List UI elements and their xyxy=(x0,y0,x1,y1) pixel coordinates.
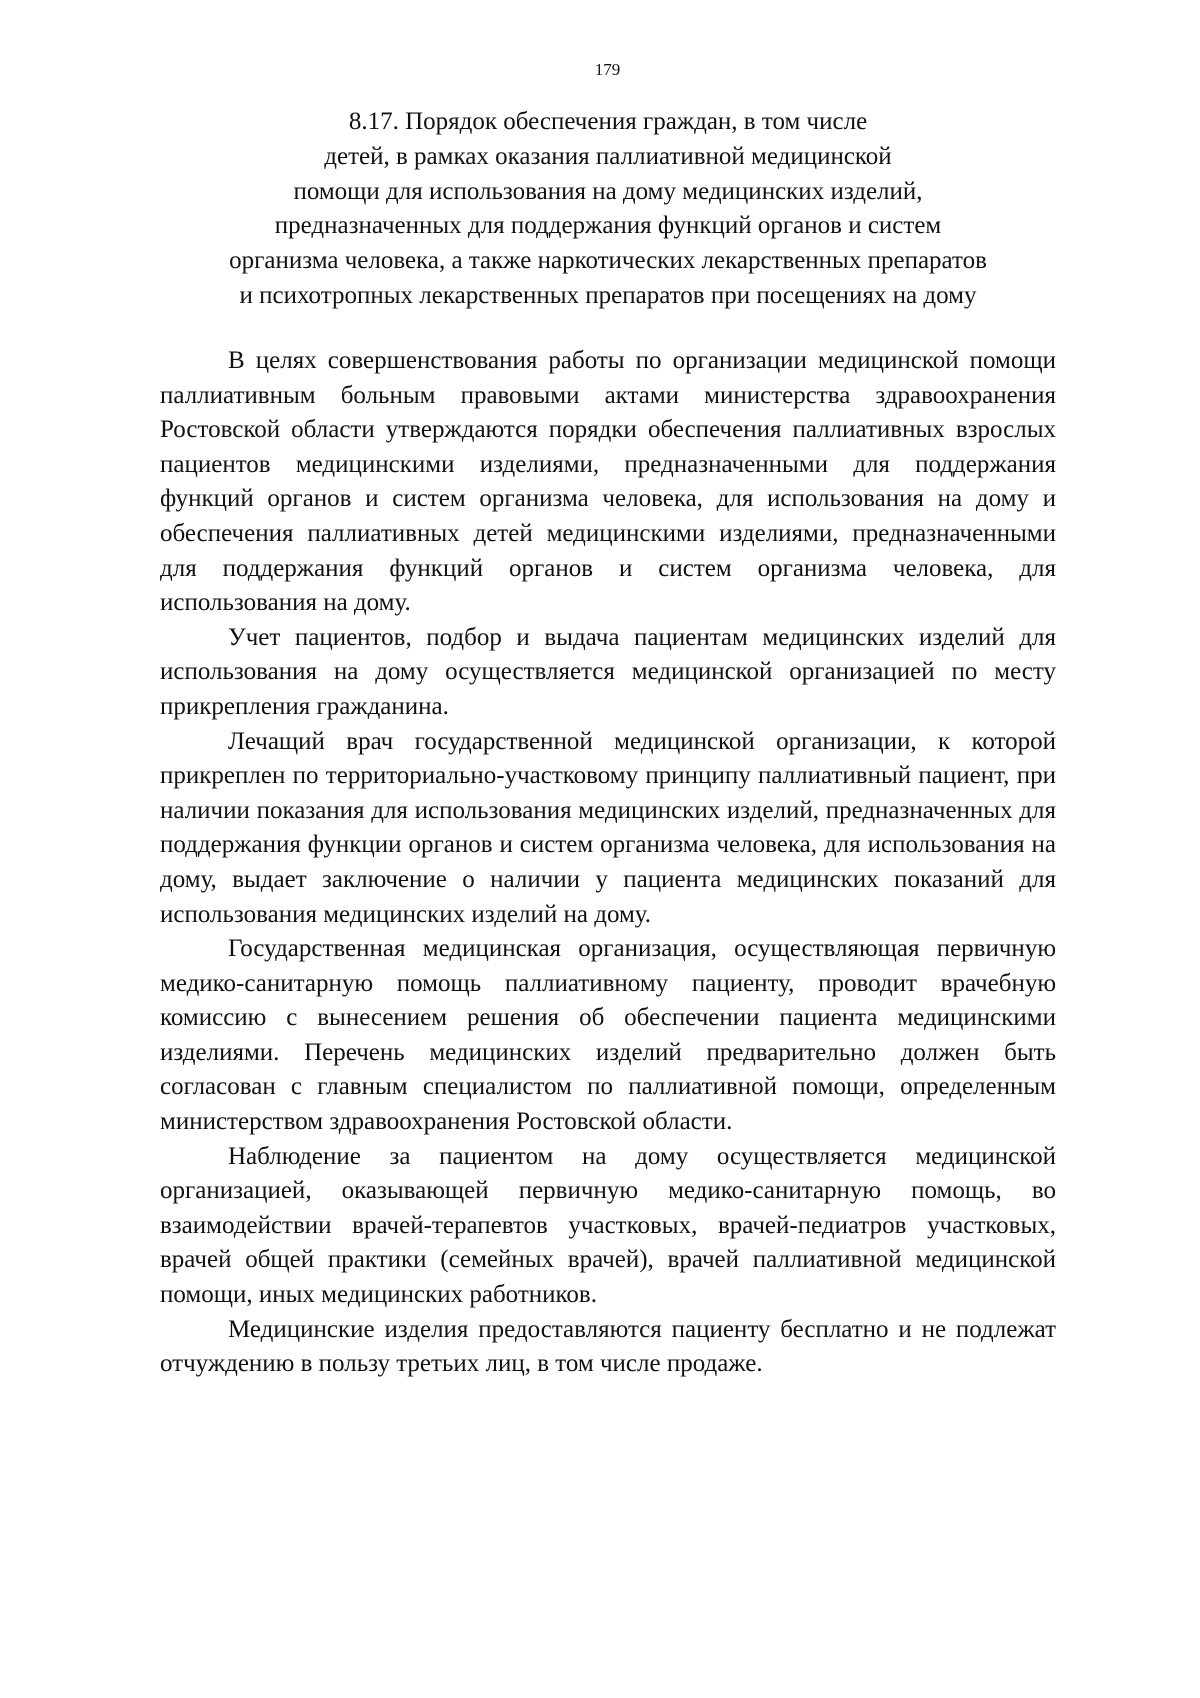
paragraph-medical-commission: Государственная медицинская организация, осуществляющая первичную медико-санитарную помощь паллиативному пациенту, проводит врачебную комиссию с вынесением решения об обеспечении пациента медицинскими изделиями. Перечень медицинских изделий предварительно должен быть согласован с главным специалистом по паллиативной помощи, определенным министерством здравоохранения Ростовской области. xyxy=(160,935,1056,1136)
paragraph-purpose: В целях совершенствования работы по организации медицинской помощи паллиативным больным правовыми актами министерства здравоохранения Ростовской области утверждаются порядки обеспечения паллиативных взрослых пациентов медицинскими изделиями, предназначенными для поддержания функций органов и систем организма человека, для использования на дому и обеспечения паллиативных детей медицинскими изделиями, предназначенными для поддержания функций органов и систем организма человека, для использования на дому. xyxy=(160,347,1056,617)
paragraph-patient-registration: Учет пациентов, подбор и выдача пациентам медицинских изделий для использования на дому осуществляется медицинской организацией по месту прикрепления гражданина. xyxy=(160,623,1056,720)
section-title-line: организма человека, а также наркотических лекарственных препаратов xyxy=(229,247,987,275)
paragraph-home-observation: Наблюдение за пациентом на дому осуществляется медицинской организацией, оказывающей первичную медико-санитарную помощь, во взаимодействии врачей-терапевтов участковых, врачей-педиатров участковых, врачей общей практики (семейных врачей), врачей паллиативной медицинской помощи, иных медицинских работников. xyxy=(160,1142,1056,1309)
document-body xyxy=(160,344,1056,1382)
section-title-line: и психотропных лекарственных препаратов при посещениях на дому xyxy=(239,281,977,309)
section-title xyxy=(160,105,1056,314)
section-title-line: 8.17. Порядок обеспечения граждан, в том числе xyxy=(348,108,868,135)
section-title-line: помощи для использования на дому медицинских изделий, xyxy=(293,177,923,205)
page-number: 179 xyxy=(594,60,621,79)
section-title-line: детей, в рамках оказания паллиативной медицинской xyxy=(324,142,892,170)
section-title-line: предназначенных для поддержания функций органов и систем xyxy=(274,212,942,240)
paragraph-free-provision: Медицинские изделия предоставляются пациенту бесплатно и не подлежат отчуждению в пользу третьих лиц, в том числе продаже. xyxy=(160,1315,1056,1378)
paragraph-attending-physician: Лечащий врач государственной медицинской организации, к которой прикреплен по территориально-участковому принципу паллиативный пациент, при наличии показания для использования медицинских изделий, предназначенных для поддержания функции органов и систем организма человека, для использования на дому, выдает заключение о наличии у пациента медицинских показаний для использования медицинских изделий на дому. xyxy=(160,727,1056,928)
